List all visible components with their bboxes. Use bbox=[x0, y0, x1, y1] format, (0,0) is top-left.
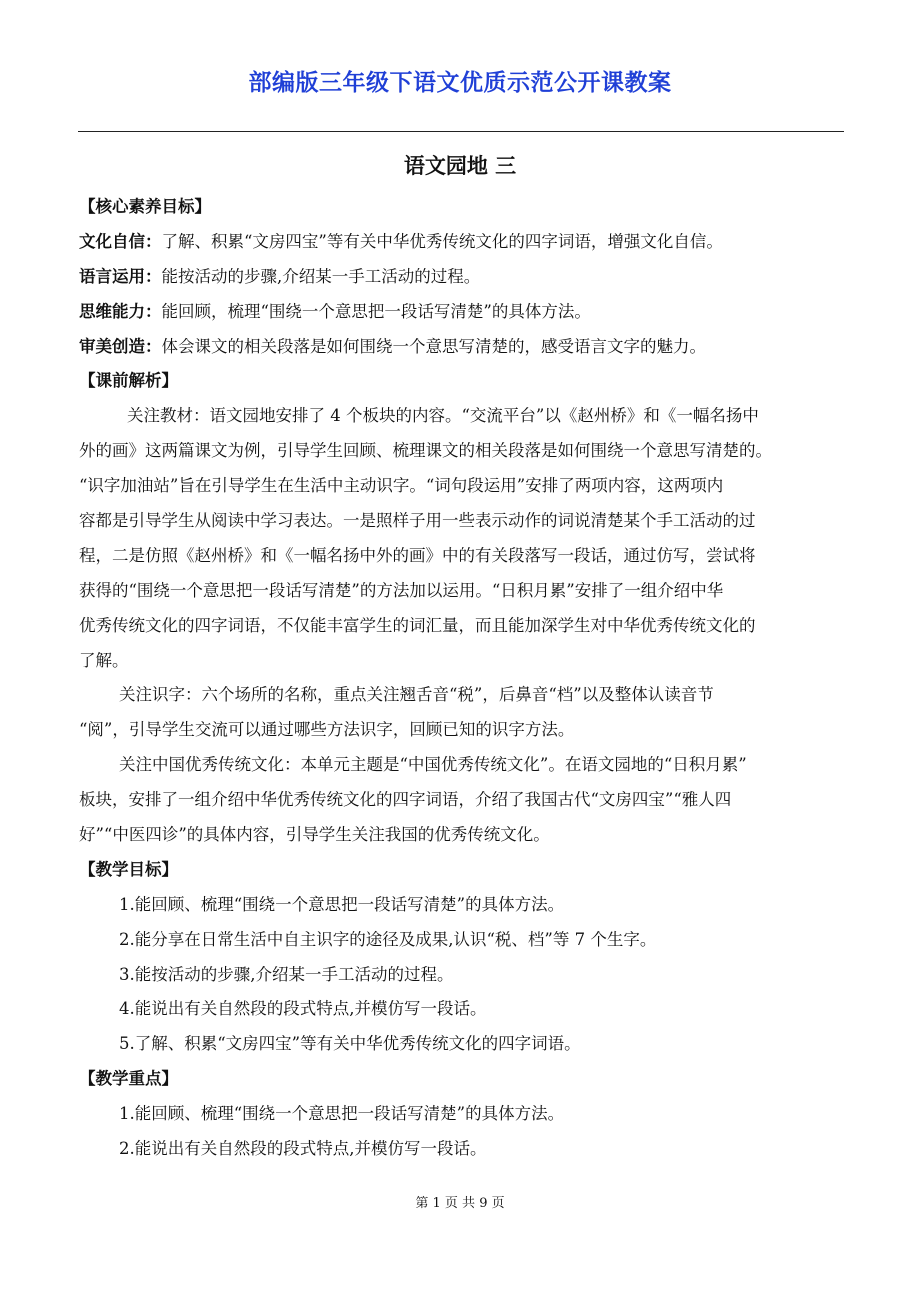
teaching-goal-item: 2.能分享在日常生活中自主识字的途径及成果,认识“税、档”等 7 个生字。 bbox=[119, 929, 657, 949]
core-goal-item bbox=[79, 295, 851, 330]
analysis-line: 程，二是仿照《赵州桥》和《一幅名扬中外的画》中的有关段落写一段话，通过仿写，尝试将 bbox=[79, 545, 756, 565]
core-goal-label: 文化自信： bbox=[79, 231, 162, 251]
analysis-line: 关注中国优秀传统文化：本单元主题是“中国优秀传统文化”。在语文园地的“日积月累” bbox=[119, 755, 747, 775]
section-heading-teaching-goals: 【教学目标】 bbox=[79, 859, 178, 879]
core-goal-label: 语言运用： bbox=[79, 266, 162, 286]
analysis-line: 获得的“围绕一个意思把一段话写清楚”的方法加以运用。“日积月累”安排了一组介绍中华 bbox=[79, 580, 724, 600]
document-header-title: 部编版三年级下语文优质示范公开课教案 bbox=[248, 70, 672, 96]
lesson-title: 语文园地 三 bbox=[403, 154, 517, 178]
analysis-line: “识字加油站”旨在引导学生在生活中主动识字。“词句段运用”安排了两项内容，这两项内 bbox=[79, 476, 724, 496]
analysis-line: 关注识字：六个场所的名称，重点关注翘舌音“税”，后鼻音“档”以及整体认读音节 bbox=[119, 685, 714, 705]
lesson-content bbox=[79, 190, 851, 1167]
core-goal-item bbox=[79, 260, 851, 295]
core-goal-label: 思维能力： bbox=[79, 301, 162, 321]
core-goal-text: 能按活动的步骤,介绍某一手工活动的过程。 bbox=[161, 266, 481, 286]
core-goal-text: 能回顾，梳理“围绕一个意思把一段话写清楚”的具体方法。 bbox=[161, 301, 591, 321]
core-goal-item bbox=[79, 225, 851, 260]
page-number: 第 1 页 共 9 页 bbox=[415, 1196, 505, 1211]
teaching-focus-item: 2.能说出有关自然段的段式特点,并模仿写一段话。 bbox=[119, 1139, 487, 1159]
core-goal-label: 审美创造： bbox=[79, 336, 162, 356]
teaching-goal-item: 3.能按活动的步骤,介绍某一手工活动的过程。 bbox=[119, 964, 454, 984]
analysis-line: 好”“中医四诊”的具体内容，引导学生关注我国的优秀传统文化。 bbox=[79, 825, 550, 845]
teaching-goal-item: 1.能回顾、梳理“围绕一个意思把一段话写清楚”的具体方法。 bbox=[119, 894, 565, 914]
analysis-line: 了解。 bbox=[79, 650, 129, 670]
header-divider bbox=[78, 131, 844, 132]
section-heading-teaching-focus: 【教学重点】 bbox=[79, 1069, 178, 1089]
section-heading-analysis: 【课前解析】 bbox=[79, 371, 178, 391]
analysis-line: “阅”，引导学生交流可以通过哪些方法识字，回顾已知的识字方法。 bbox=[79, 720, 575, 740]
analysis-line: 优秀传统文化的四字词语，不仅能丰富学生的词汇量，而且能加深学生对中华优秀传统文化的 bbox=[79, 615, 756, 635]
teaching-focus-item: 1.能回顾、梳理“围绕一个意思把一段话写清楚”的具体方法。 bbox=[119, 1104, 565, 1124]
section-heading-core-goals: 【核心素养目标】 bbox=[79, 197, 211, 216]
core-goal-text: 了解、积累“文房四宝”等有关中华优秀传统文化的四字词语，增强文化自信。 bbox=[161, 231, 723, 251]
analysis-line: 板块，安排了一组介绍中华优秀传统文化的四字词语，介绍了我国古代“文房四宝”“雅人四 bbox=[79, 790, 732, 810]
core-goal-item bbox=[79, 330, 851, 365]
analysis-line: 关注教材：语文园地安排了 4 个板块的内容。“交流平台”以《赵州桥》和《一幅名扬中 bbox=[127, 406, 759, 426]
analysis-line: 外的画》这两篇课文为例，引导学生回顾、梳理课文的相关段落是如何围绕一个意思写清楚的。 bbox=[79, 441, 772, 461]
teaching-goal-item: 5.了解、积累“文房四宝”等有关中华优秀传统文化的四字词语。 bbox=[119, 1034, 581, 1054]
teaching-goal-item: 4.能说出有关自然段的段式特点,并模仿写一段话。 bbox=[119, 999, 487, 1019]
analysis-line: 容都是引导学生从阅读中学习表达。一是照样子用一些表示动作的词说清楚某个手工活动的过 bbox=[79, 511, 756, 531]
core-goal-text: 体会课文的相关段落是如何围绕一个意思写清楚的，感受语言文字的魅力。 bbox=[161, 336, 706, 356]
